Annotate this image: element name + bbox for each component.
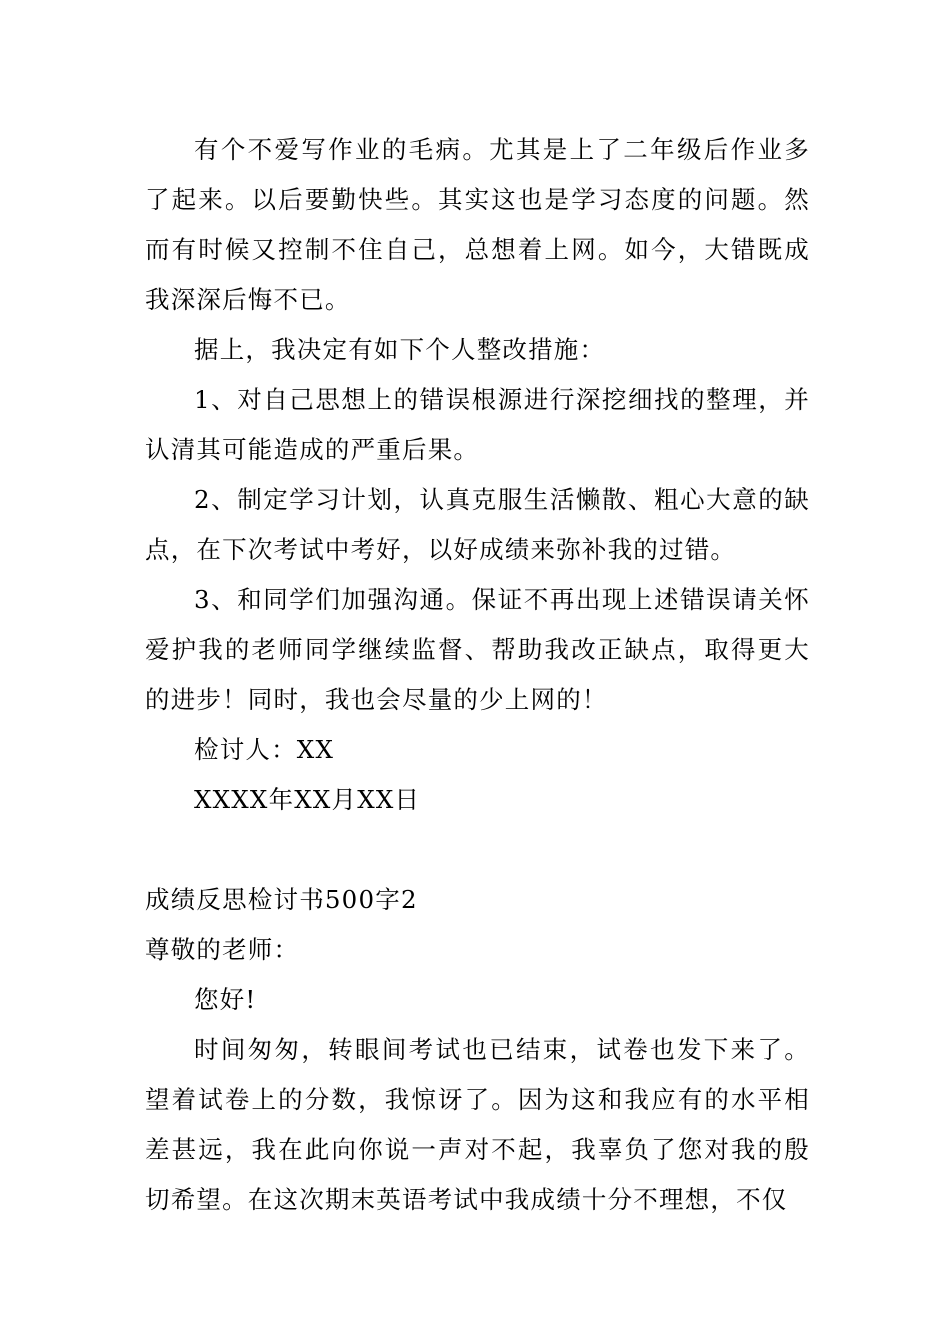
- list-item-1: 1、对自己思想上的错误根源进行深挖细找的整理，并认清其可能造成的严重后果。: [145, 385, 810, 464]
- paragraph-1: 有个不爱写作业的毛病。尤其是上了二年级后作业多了起来。以后要勤快些。其实这也是学习态度的问题。然而有时候又控制不住自己，总想着上网。如今，大错既成我深深后悔不已。: [145, 135, 810, 314]
- signature-line: 检讨人：XX: [194, 735, 335, 764]
- section-title: 成绩反思检讨书500字2: [145, 885, 418, 914]
- list-item-3: 3、和同学们加强沟通。保证不再出现上述错误请关怀爱护我的老师同学继续监督、帮助我改正缺点，取得更大的进步！同时，我也会尽量的少上网的！: [145, 585, 810, 714]
- salutation: 尊敬的老师：: [145, 935, 300, 964]
- body-paragraph: 时间匆匆，转眼间考试也已结束，试卷也发下来了。望着试卷上的分数，我惊讶了。因为这和我应有的水平相差甚远，我在此向你说一声对不起，我辜负了您对我的殷切希望。在这次期末英语考试中我成绩十分不理想，不仅: [145, 1035, 810, 1214]
- greeting: 您好!: [194, 985, 257, 1014]
- date-line: XXXX年XX月XX日: [194, 785, 421, 814]
- list-item-2: 2、制定学习计划，认真克服生活懒散、粗心大意的缺点，在下次考试中考好，以好成绩来弥补我的过错。: [145, 485, 810, 564]
- paragraph-2: 据上，我决定有如下个人整改措施：: [194, 335, 606, 364]
- document-body: [145, 125, 810, 1225]
- section-gap: [145, 825, 810, 875]
